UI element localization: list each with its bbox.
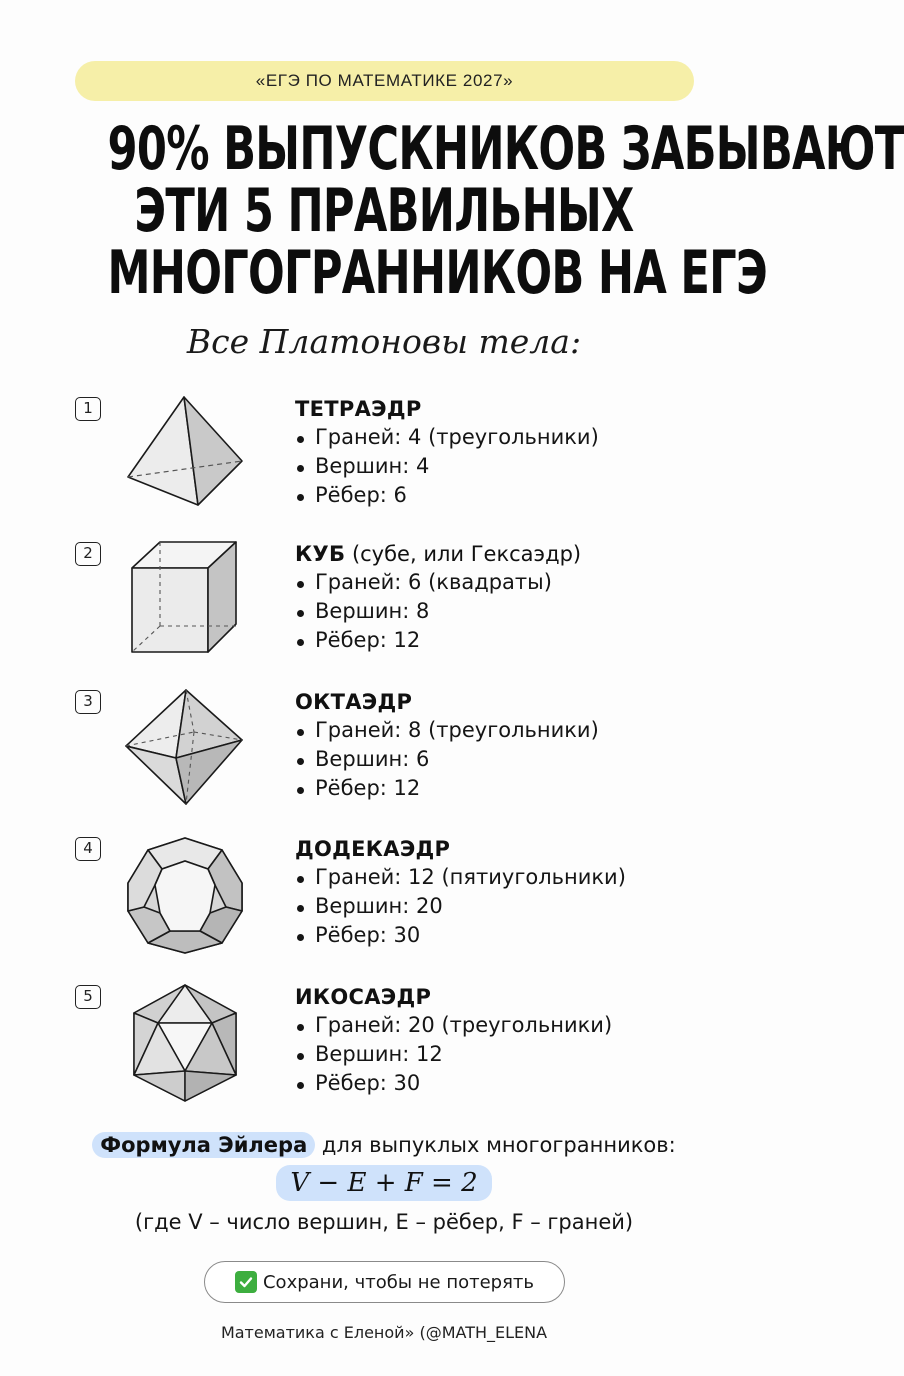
check-icon <box>235 1271 257 1293</box>
edges-count: Рёбер: 6 <box>295 481 735 510</box>
octahedron-icon <box>118 688 252 812</box>
headline-line-3: МНОГОГРАННИКОВ НА ЕГЭ <box>107 238 767 308</box>
euler-highlight: Формула Эйлера <box>92 1132 315 1158</box>
solid-name: ДОДЕКАЭДР <box>295 837 451 861</box>
banner-text: «ЕГЭ ПО МАТЕМАТИКЕ 2027» <box>255 71 514 90</box>
solid-item-dodecahedron <box>0 835 768 975</box>
faces-count: Граней: 6 (квадраты) <box>295 568 735 597</box>
faces-count: Граней: 20 (треугольники) <box>295 1011 735 1040</box>
vertices-count: Вершин: 8 <box>295 597 735 626</box>
solid-item-octahedron <box>0 688 768 828</box>
headline-line-1: 90% ВЫПУСКНИКОВ ЗАБЫВАЮТ <box>107 114 904 184</box>
euler-formula: V − E + F = 2 <box>276 1165 491 1201</box>
euler-section <box>0 1128 768 1237</box>
top-banner <box>75 61 694 101</box>
subtitle: Все Платоновы тела: <box>186 322 582 361</box>
number-badge: 4 <box>75 837 101 861</box>
headline-line-2: ЭТИ 5 ПРАВИЛЬНЫХ <box>134 176 634 246</box>
euler-heading-rest: для выпуклых многогранников: <box>315 1133 676 1157</box>
tetrahedron-icon <box>118 395 252 519</box>
cube-icon <box>118 540 252 664</box>
vertices-count: Вершин: 12 <box>295 1040 735 1069</box>
solid-item-icosahedron <box>0 983 768 1123</box>
euler-heading <box>0 1128 768 1162</box>
edges-count: Рёбер: 30 <box>295 921 735 950</box>
vertices-count: Вершин: 4 <box>295 452 735 481</box>
faces-count: Граней: 8 (треугольники) <box>295 716 735 745</box>
icosahedron-icon <box>118 983 252 1107</box>
euler-note: (где V – число вершин, E – рёбер, F – граней) <box>134 1210 634 1234</box>
save-button[interactable] <box>204 1261 565 1303</box>
footer-credit: Математика с Еленой» (@MATH_ELENA <box>220 1323 548 1342</box>
vertices-count: Вершин: 6 <box>295 745 735 774</box>
dodecahedron-icon <box>118 835 252 959</box>
solid-name: КУБ (субе, или Гексаэдр) <box>295 542 582 566</box>
vertices-count: Вершин: 20 <box>295 892 735 921</box>
number-badge: 2 <box>75 542 101 566</box>
solid-item-cube <box>0 540 768 680</box>
page-title <box>0 114 904 308</box>
edges-count: Рёбер: 12 <box>295 626 735 655</box>
solid-item-tetrahedron <box>0 395 768 535</box>
number-badge: 1 <box>75 397 101 421</box>
number-badge: 3 <box>75 690 101 714</box>
edges-count: Рёбер: 30 <box>295 1069 735 1098</box>
solid-name: ОКТАЭДР <box>295 690 413 714</box>
number-badge: 5 <box>75 985 101 1009</box>
solid-name: ТЕТРАЭДР <box>295 397 422 421</box>
edges-count: Рёбер: 12 <box>295 774 735 803</box>
faces-count: Граней: 4 (треугольники) <box>295 423 735 452</box>
faces-count: Граней: 12 (пятиугольники) <box>295 863 735 892</box>
solid-name: ИКОСАЭДР <box>295 985 432 1009</box>
save-button-label: Сохрани, чтобы не потерять <box>262 1271 535 1293</box>
